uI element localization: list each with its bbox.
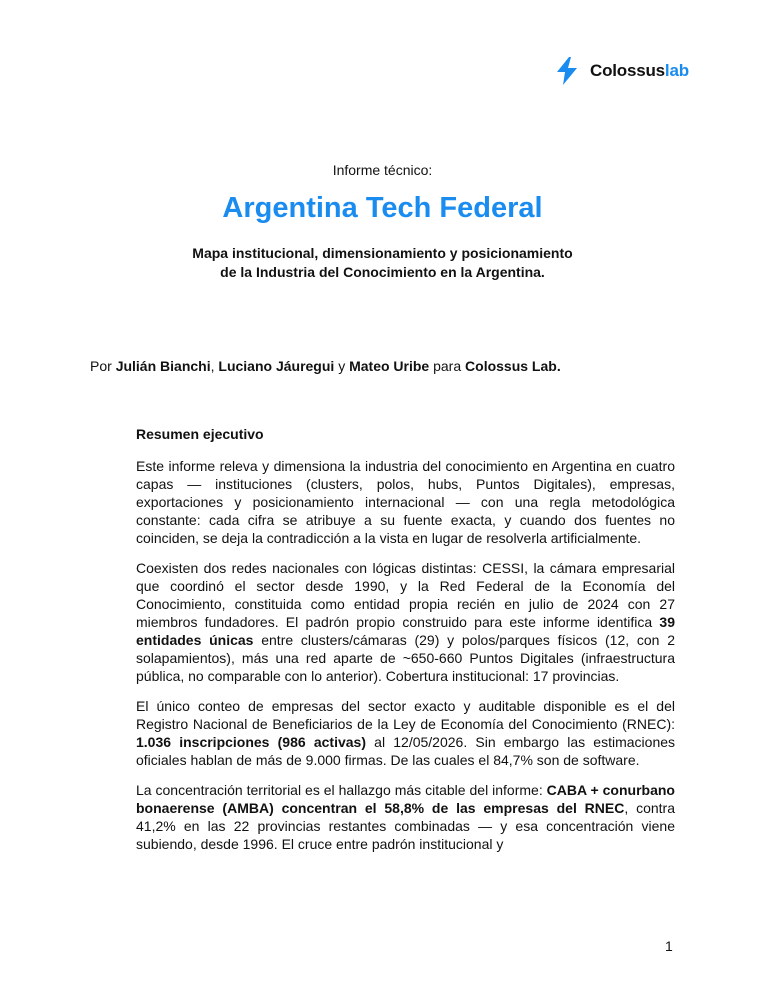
logo-suffix: lab xyxy=(664,61,689,80)
authors-line xyxy=(90,358,561,374)
paragraph-text: entre clusters/cámaras (29) y polos/parques físicos (12, con 2 solapamientos), más una red aparte de ~650-660 Puntos Digitales (infraestructura pública, no comparable con lo anterior). Cobertura institucional: 17 provincias. xyxy=(136,632,676,684)
paragraph-text: El único conteo de empresas del sector exacto y auditable disponible es el del Registro Nacional de Beneficiarios de la Ley de Economía del Conocimiento (RNEC): xyxy=(136,698,675,732)
highlight-registrations: 1.036 inscripciones (986 activas) xyxy=(136,734,366,750)
logo-name: Colossus xyxy=(590,61,665,80)
highlight-concentration: CABA + conurbano bonaerense (AMBA) concentran el 58,8% de las empresas del RNEC xyxy=(136,782,675,816)
page-number: 1 xyxy=(665,938,673,954)
organization: Colossus Lab. xyxy=(465,358,561,374)
report-title: Argentina Tech Federal xyxy=(222,192,543,224)
authors-separator: y xyxy=(334,358,350,374)
author-2: Luciano Jáuregui xyxy=(218,358,335,374)
authors-separator: para xyxy=(429,358,466,374)
report-kicker: Informe técnico: xyxy=(332,162,433,178)
colossus-lab-logo xyxy=(554,56,689,86)
paragraph-text: , contra 41,2% en las 22 provincias restantes combinadas — y esa concentración viene subiendo, desde 1996. El cruce entre padrón institucional y xyxy=(136,800,675,852)
logo-wordmark xyxy=(590,61,689,81)
subtitle-line-1: Mapa institucional, dimensionamiento y posicionamiento xyxy=(192,245,573,261)
executive-summary-heading: Resumen ejecutivo xyxy=(136,426,264,442)
report-subtitle xyxy=(0,244,765,282)
paragraph-text: al 12/05/2026. Sin embargo las estimaciones oficiales hablan de más de 9.000 firmas. De las cuales el 84,7% son de software. xyxy=(136,734,676,768)
summary-paragraph-2 xyxy=(136,559,675,685)
author-1: Julián Bianchi xyxy=(115,358,211,374)
executive-summary-body xyxy=(136,457,675,865)
paragraph-text: La concentración territorial es el hallazgo más citable del informe: xyxy=(136,782,547,798)
authors-prefix: Por xyxy=(90,358,116,374)
lightning-bolt-icon xyxy=(554,56,580,86)
authors-separator: , xyxy=(210,358,219,374)
summary-paragraph-3 xyxy=(136,697,675,769)
subtitle-line-2: de la Industria del Conocimiento en la Argentina. xyxy=(220,264,545,280)
summary-paragraph-4 xyxy=(136,781,675,853)
paragraph-text: Coexisten dos redes nacionales con lógicas distintas: CESSI, la cámara empresarial que coordinó el sector desde 1990, y la Red Federal de la Economía del Conocimiento, constituida como entidad propia recién en julio de 2024 con 27 miembros fundadores. El padrón propio construido para este informe identifica xyxy=(136,560,675,630)
author-3: Mateo Uribe xyxy=(349,358,430,374)
summary-paragraph-1: Este informe releva y dimensiona la industria del conocimiento en Argentina en cuatro capas — instituciones (clusters, polos, hubs, Puntos Digitales), empresas, exportaciones y posicionamiento internacional — con una regla metodológica constante: cada cifra se atribuye a su fuente exacta, y cuando dos fuentes no coinciden, se deja la contradicción a la vista en lugar de resolverla artificialmente. xyxy=(136,458,675,546)
highlight-entities-count: 39 entidades únicas xyxy=(136,614,675,648)
